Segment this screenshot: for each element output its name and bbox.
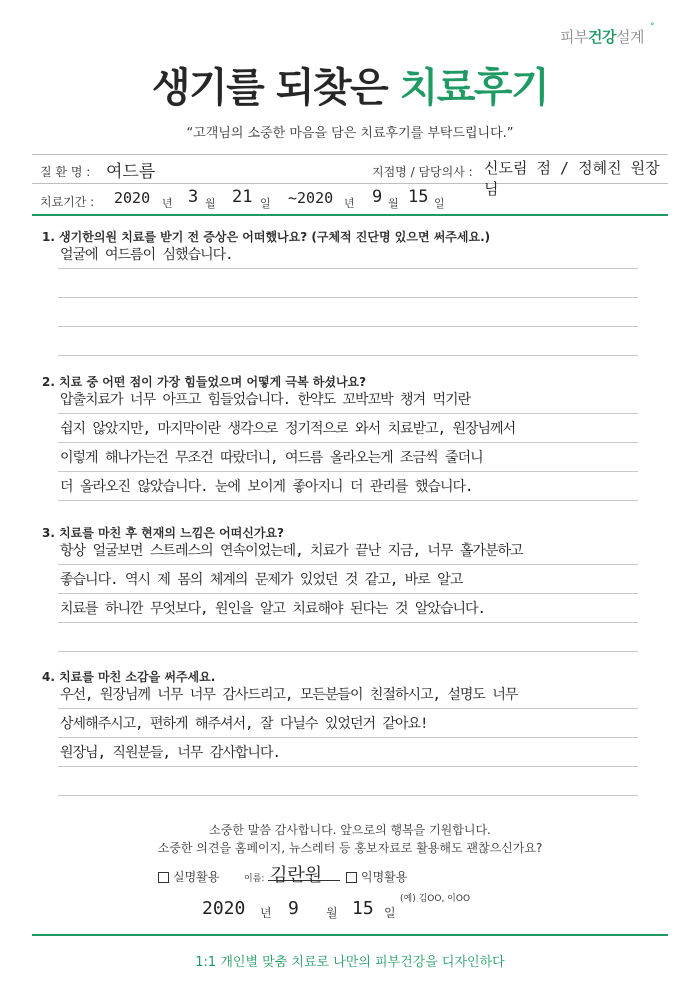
- answer-line: [58, 472, 638, 501]
- answer-line: [58, 240, 638, 269]
- answer-text: 압출치료가 너무 아프고 힘들었습니다. 한약도 꼬박꼬박 챙겨 먹기란: [60, 392, 471, 408]
- brand-logo: [560, 22, 654, 47]
- name-underline: [268, 880, 340, 881]
- disease-label: 질 환 명 :: [40, 165, 91, 179]
- answer-2-lines: [58, 385, 638, 501]
- answer-line: [58, 767, 638, 796]
- closing-thanks: 소중한 말씀 감사합니다. 앞으로의 행복을 기원합니다.: [209, 823, 491, 837]
- start-day-unit: 일: [260, 197, 271, 210]
- end-year: ~2020: [288, 189, 334, 207]
- answer-text: 얼굴에 여드름이 심했습니다.: [60, 247, 233, 263]
- example-note: (예) 김OO, 이OO: [400, 894, 471, 904]
- name-value: 김란원: [270, 865, 323, 886]
- answer-line: [58, 623, 638, 652]
- answer-line: [58, 414, 638, 443]
- branch-value: 신도림 점 / 정혜진 원장님: [484, 159, 660, 198]
- end-month: 9: [372, 187, 383, 207]
- anonymous-label: 익명활용: [361, 870, 408, 884]
- start-day: 21: [232, 187, 253, 207]
- footer-rule: [32, 934, 668, 936]
- page-title: [0, 56, 700, 113]
- brand-highlight: 건강: [588, 28, 617, 46]
- answer-line: [58, 680, 638, 709]
- answer-text: 원장님, 직원분들, 너무 감사합니다.: [60, 745, 280, 761]
- date-day: 15: [352, 898, 374, 919]
- answer-line: [58, 536, 638, 565]
- start-month: 3: [188, 187, 199, 207]
- answer-1-lines: [58, 240, 638, 356]
- name-label: 이름:: [244, 874, 265, 884]
- page-subtitle: “고객님의 소중한 마음을 담은 치료후기를 부탁드립니다.”: [186, 126, 514, 141]
- answer-3-lines: [58, 536, 638, 652]
- disease-value: 여드름: [106, 162, 156, 182]
- answer-line: [58, 709, 638, 738]
- answer-text: 더 올라오진 않았습니다. 눈에 보이게 좋아지니 더 관리를 했습니다.: [60, 479, 473, 495]
- start-year: 2020: [114, 189, 151, 207]
- real-name-checkbox[interactable]: [158, 872, 169, 883]
- date-day-unit: 일: [384, 906, 396, 920]
- answer-line: [58, 298, 638, 327]
- date-year: 2020: [202, 898, 246, 919]
- anonymous-checkbox[interactable]: [346, 872, 357, 883]
- date-month-unit: 월: [326, 906, 338, 920]
- end-day-unit: 일: [434, 197, 445, 210]
- question-1-label: 1. 생기한의원 치료를 받기 전 증상은 어떠했나요? (구체적 진단명 있으면 써주세요.): [42, 230, 491, 244]
- answer-line: [58, 565, 638, 594]
- answer-text: 쉽지 않았지만, 마지막이란 생각으로 정기적으로 와서 치료받고, 원장님께서: [60, 421, 516, 437]
- period-label: 치료기간 :: [40, 195, 95, 209]
- answer-text: 우선, 원장님께 너무 너무 감사드리고, 모든분들이 친절하시고, 설명도 너무: [60, 687, 518, 703]
- start-year-unit: 년: [162, 197, 173, 210]
- real-name-label: 실명활용: [173, 870, 220, 884]
- answer-text: 이렇게 해나가는건 무조건 따랐더니, 여드름 올라오는게 조금씩 줄더니: [60, 450, 483, 466]
- end-month-unit: 월: [388, 197, 399, 210]
- date-month: 9: [288, 898, 299, 919]
- branch-label: 지점명 / 담당의사 :: [372, 165, 473, 179]
- question-4-label: 4. 치료를 마친 소감을 써주세요.: [42, 670, 216, 684]
- answer-line: [58, 269, 638, 298]
- title-part1: 생기를 되찾은: [151, 65, 400, 111]
- real-name-option[interactable]: [158, 868, 219, 885]
- date-year-unit: 년: [260, 906, 272, 920]
- brand-suffix: 설계: [616, 28, 644, 46]
- start-month-unit: 월: [205, 197, 216, 210]
- title-part2: 치료후기: [399, 65, 549, 111]
- answer-line: [58, 738, 638, 767]
- answer-text: 치료를 하니깐 무엇보다, 원인을 알고 치료해야 된다는 것 알았습니다.: [60, 601, 485, 617]
- question-3-label: 3. 치료를 마친 후 현재의 느낌은 어떠신가요?: [42, 526, 285, 540]
- end-year-unit: 년: [344, 197, 355, 210]
- answer-line: [58, 443, 638, 472]
- answer-text: 상세해주시고, 편하게 해주셔서, 잘 다닐수 있었던거 같아요!: [60, 716, 428, 732]
- answer-line: [58, 327, 638, 356]
- question-2-label: 2. 치료 중 어떤 점이 가장 힘들었으며 어떻게 극복 하셨나요?: [42, 375, 367, 389]
- closing-consent-question: 소중한 의견을 홈페이지, 뉴스레터 등 홍보자료로 활용해도 괜찮으신가요?: [157, 841, 543, 855]
- answer-line: [58, 385, 638, 414]
- answer-4-lines: [58, 680, 638, 796]
- footer-slogan: 1:1 개인별 맞춤 치료로 나만의 피부건강을 디자인하다: [195, 955, 505, 970]
- answer-line: [58, 594, 638, 623]
- end-day: 15: [408, 187, 429, 207]
- brand-mark: °: [650, 22, 654, 32]
- answer-text: 항상 얼굴보면 스트레스의 연속이었는데, 치료가 끝난 지금, 너무 홀가분하고: [60, 543, 523, 559]
- answer-text: 좋습니다. 역시 제 몸의 체계의 문제가 있었던 것 같고, 바로 알고: [60, 572, 463, 588]
- info-row-period: [32, 184, 668, 216]
- anonymous-option[interactable]: [346, 868, 407, 885]
- brand-prefix: 피부: [560, 28, 589, 46]
